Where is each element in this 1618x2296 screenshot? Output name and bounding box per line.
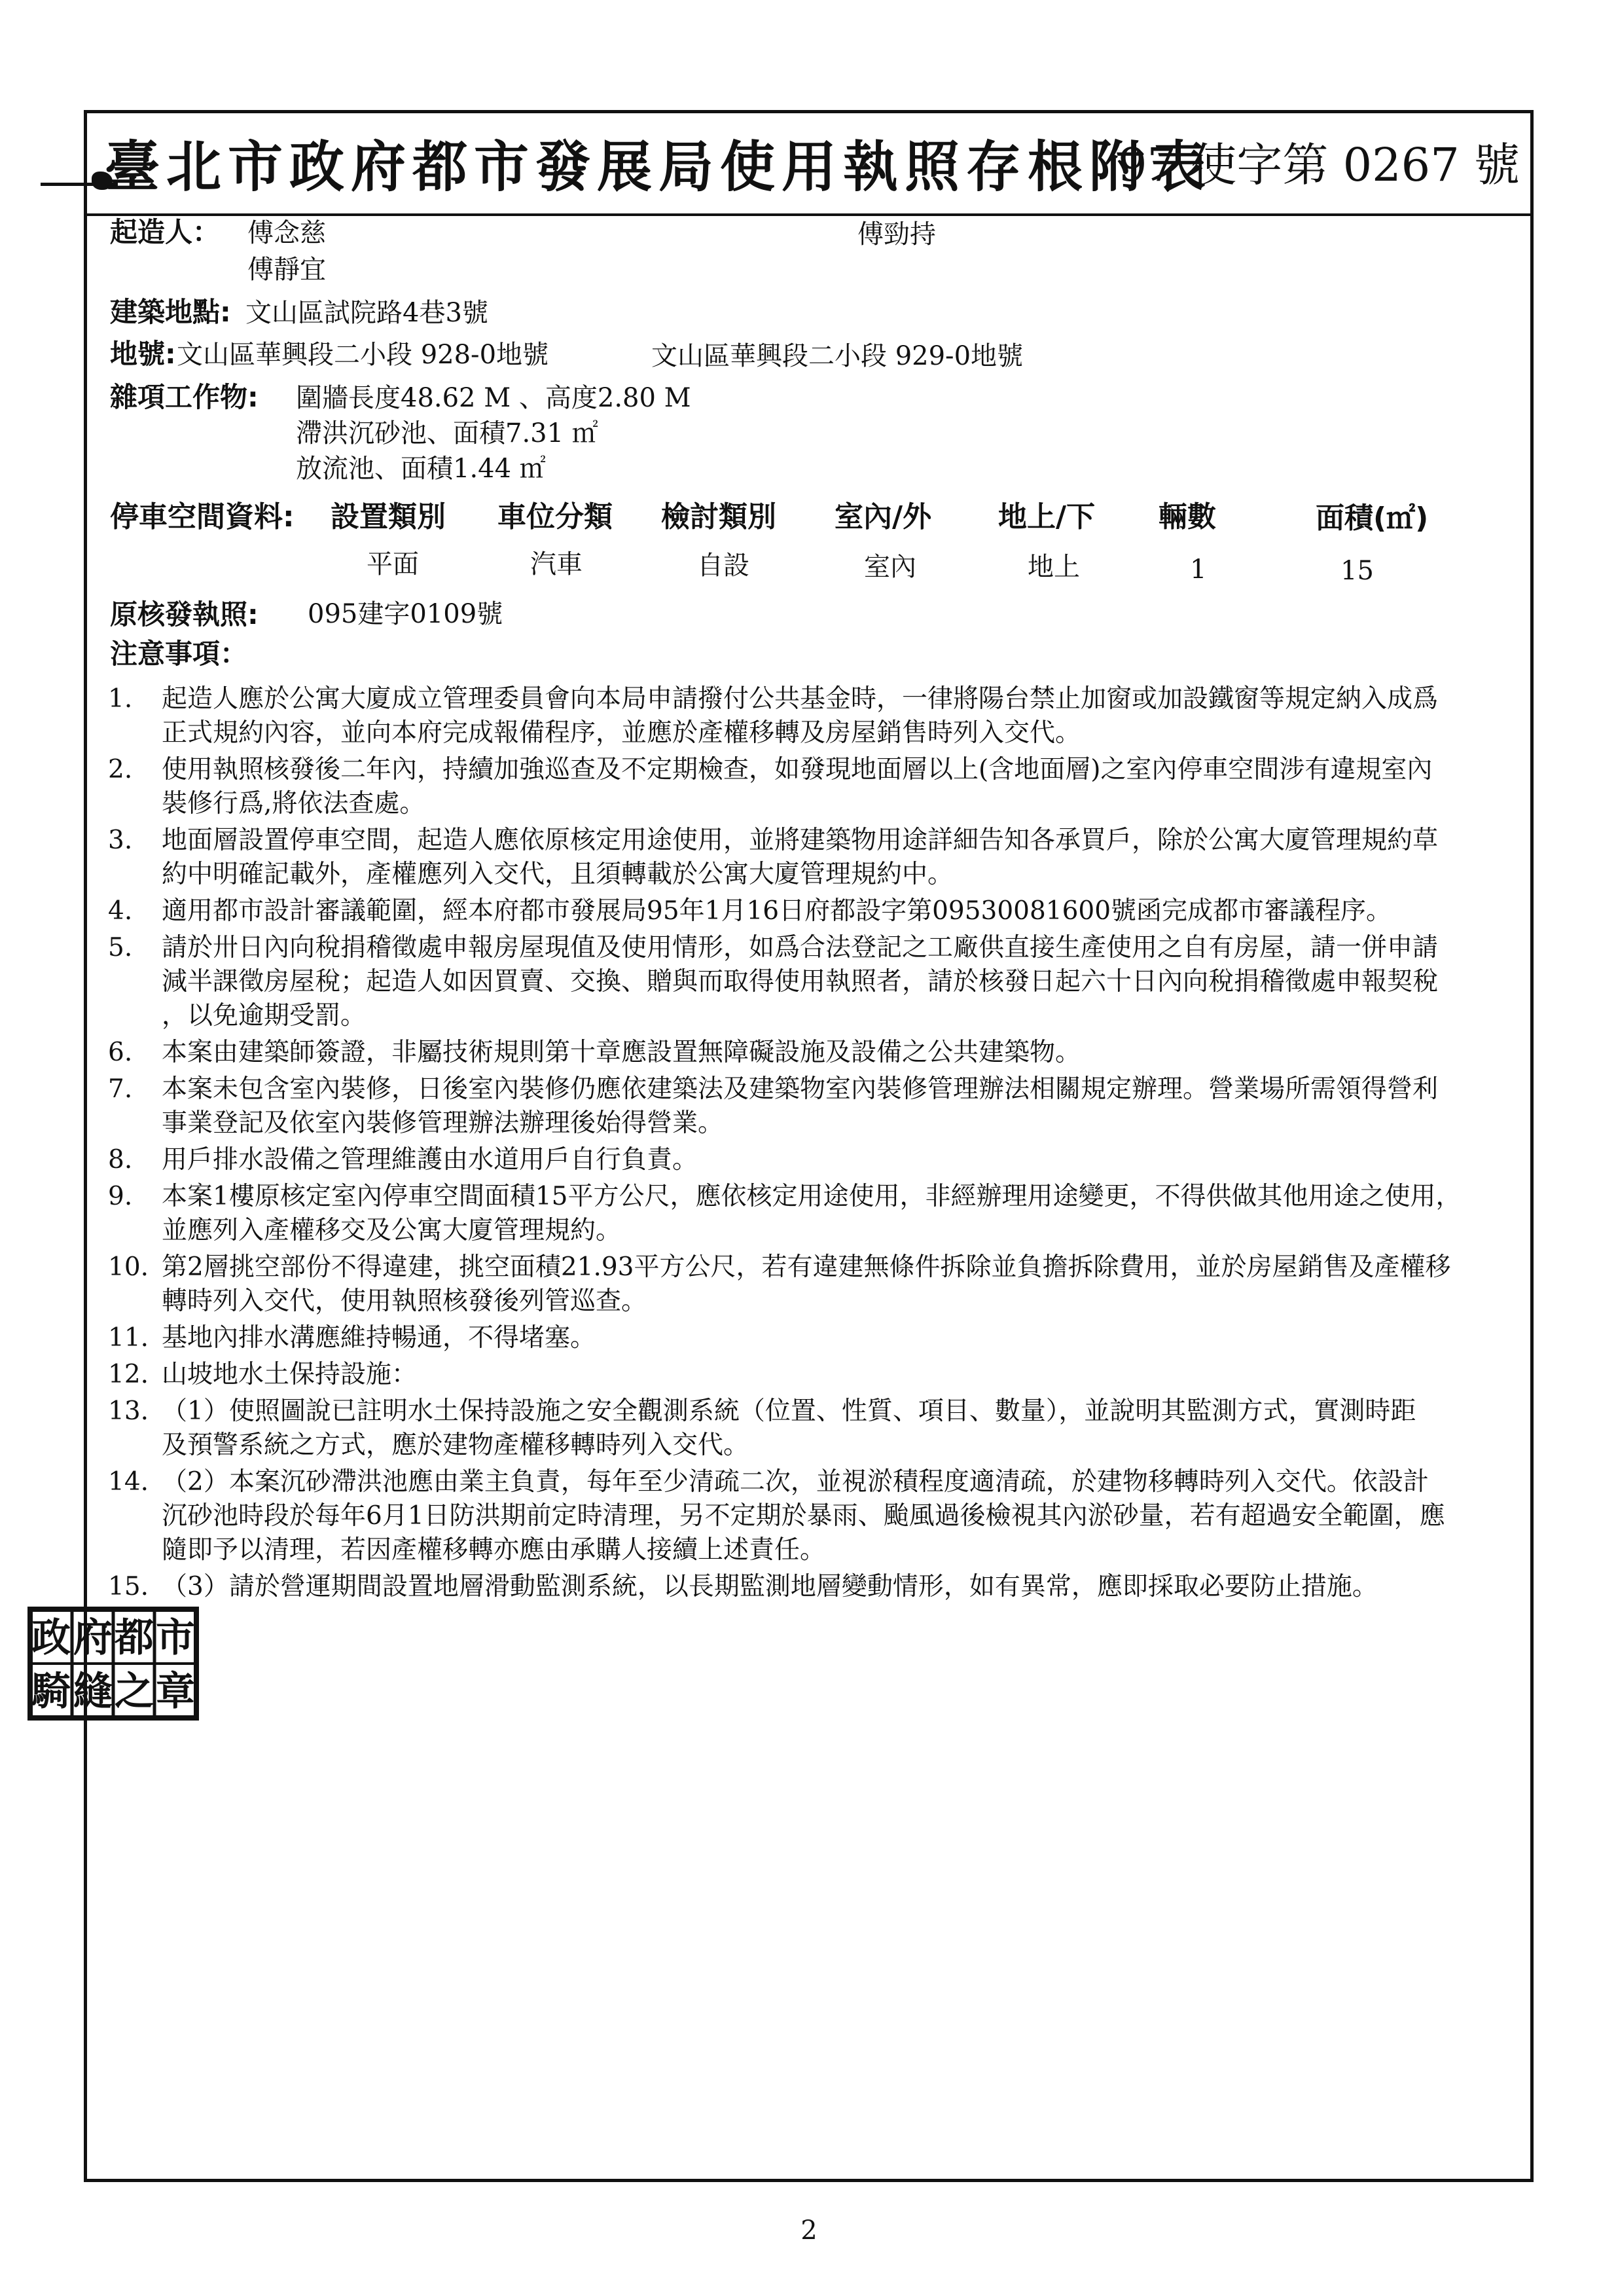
misc-works-label: 雜項工作物:: [110, 381, 259, 413]
parking-col-above-below: 地上/下: [998, 500, 1096, 534]
parking-cell-count: 1: [1190, 555, 1207, 585]
note-item: [108, 682, 1535, 750]
notes-label: 注意事項：: [110, 638, 248, 670]
parking-col-indoor-outdoor: 室內/外: [835, 500, 932, 534]
note-number: 13.: [108, 1396, 149, 1426]
note-text: 第2層挑空部份不得違建，挑空面積21.93平方公尺，若有違建無條件拆除並負擔拆除費用，並於房屋銷售及產權移 轉時列入交代，使用執照核發後列管巡查。: [162, 1252, 1451, 1316]
site-label: 建築地點:: [110, 296, 231, 328]
note-item: [108, 1036, 1535, 1070]
note-text: （3）請於營運期間設置地層滑動監測系統，以長期監測地層變動情形，如有異常，應即採取必要防止措施。: [162, 1572, 1378, 1601]
seam-seal-stamp: [27, 1605, 199, 1722]
note-item: [108, 1143, 1535, 1177]
parking-cell-setup-type: 平面: [367, 549, 419, 579]
parking-col-review-type: 檢討類別: [661, 500, 776, 534]
parking-cell-area: 15: [1340, 556, 1374, 586]
note-number: 9.: [108, 1182, 133, 1211]
note-text: 本案1樓原核定室內停車空間面積15平方公尺，應依核定用途使用，非經辦理用途變更，不得供做其他用途之使用， 並應列入產權移交及公寓大廈管理規約。: [162, 1182, 1462, 1245]
note-text: 地面層設置停車空間，起造人應依原核定用途使用，並將建築物用途詳細告知各承買戶，除於公寓大廈管理規約草 約中明確記載外，產權應列入交代，且須轉載於公寓大廈管理規約中。: [162, 826, 1439, 889]
note-item: [108, 1321, 1535, 1355]
parking-cell-review-type: 自設: [697, 551, 749, 581]
seal-char: 政: [31, 1615, 71, 1661]
note-item: [108, 1394, 1535, 1463]
note-item: [108, 1465, 1535, 1567]
note-number: 10.: [108, 1252, 149, 1282]
site-value: 文山區試院路4巷3號: [245, 298, 488, 328]
seal-char: 府: [73, 1615, 113, 1661]
note-text: 用戶排水設備之管理維護由水道用戶自行負責。: [162, 1145, 698, 1175]
parking-cell-above-below: 地上: [1028, 552, 1080, 582]
misc-works-line-3: 放流池、面積1.44 ㎡: [296, 454, 546, 484]
note-item: [108, 1250, 1535, 1319]
note-number: 15.: [108, 1572, 149, 1601]
note-item: [108, 1180, 1535, 1248]
note-text: 本案由建築師簽證，非屬技術規則第十章應設置無障礙設施及設備之公共建築物。: [162, 1038, 1081, 1067]
note-text: 起造人應於公寓大廈成立管理委員會向本局申請撥付公共基金時，一律將陽台禁止加窗或加設鐵窗等規定納入成爲 正式規約內容，並向本府完成報備程序，並應於產權移轉及房屋銷售時列入交代。: [162, 684, 1439, 748]
original-permit-value: 095建字0109號: [308, 599, 503, 629]
note-text: （1）使照圖說已註明水土保持設施之安全觀測系統（位置、性質、項目、數量），並說明其監測方式，實測時距 及預警系統之方式，應於建物產權移轉時列入交代。: [162, 1396, 1416, 1460]
note-text: 本案未包含室內裝修，日後室內裝修仍應依建築法及建築物室內裝修管理辦法相關規定辦理。營業場所需領得營利 事業登記及依室內裝修管理辦法辦理後始得營業。: [162, 1074, 1439, 1138]
note-text: 適用都市設計審議範圍，經本府都市發展局95年1月16日府都設字第09530081600號函完成都市審議程序。: [162, 896, 1392, 926]
note-number: 8.: [108, 1145, 133, 1175]
note-item: [108, 824, 1535, 892]
parking-col-area: 面積(㎡): [1316, 501, 1429, 535]
notes-list: [108, 682, 1535, 1607]
lot-label: 地號:: [110, 338, 176, 370]
applicant-name-2: 傅勁持: [857, 219, 936, 249]
page-number: 2: [800, 2215, 818, 2246]
note-number: 14.: [108, 1467, 149, 1497]
permit-number: 97 使字第 0267 號: [1118, 138, 1520, 192]
note-item: [108, 753, 1535, 821]
applicant-name-3: 傅靜宜: [247, 255, 326, 285]
note-text: 請於卅日內向稅捐稽徵處申報房屋現值及使用情形，如爲合法登記之工廠供直接生產使用之自有房屋，請一併申請 減半課徵房屋稅；起造人如因買賣、交換、贈與而取得使用執照者，請於核發日起六十日內向稅捐稽徵處申報契稅 ，以免逾期受罰。: [162, 933, 1439, 1030]
parking-col-space-class: 車位分類: [497, 500, 613, 534]
seal-char: 市: [156, 1615, 195, 1661]
note-number: 12.: [108, 1360, 149, 1389]
seal-char: 章: [156, 1669, 195, 1715]
misc-works-line-2: 滯洪沉砂池、面積7.31 ㎡: [296, 418, 598, 448]
parking-cell-indoor-outdoor: 室內: [864, 552, 916, 582]
note-number: 4.: [108, 896, 133, 926]
misc-works-line-1: 圍牆長度48.62 M 、高度2.80 M: [296, 383, 691, 413]
note-number: 2.: [108, 755, 133, 784]
note-item: [108, 1570, 1535, 1604]
seal-char: 縫: [73, 1669, 113, 1715]
parking-col-count: 輛數: [1159, 500, 1216, 534]
note-text: 山坡地水土保持設施：: [162, 1360, 418, 1389]
seal-char: 都: [115, 1615, 154, 1661]
parking-cell-space-class: 汽車: [530, 549, 583, 579]
note-item: [108, 1358, 1535, 1392]
note-item: [108, 1072, 1535, 1140]
note-item: [108, 894, 1535, 928]
note-item: [108, 931, 1535, 1033]
original-permit-label: 原核發執照:: [110, 598, 259, 630]
document-title: 臺北市政府都市發展局使用執照存根附表: [105, 134, 1213, 199]
note-number: 7.: [108, 1074, 133, 1104]
note-text: 基地內排水溝應維持暢通，不得堵塞。: [162, 1323, 596, 1353]
note-number: 5.: [108, 933, 133, 962]
note-number: 6.: [108, 1038, 133, 1067]
parking-col-setup-type: 設置類別: [331, 500, 446, 534]
seal-char: 騎: [31, 1669, 71, 1715]
lot-value-2: 文山區華興段二小段 929-0地號: [651, 341, 1024, 371]
note-number: 11.: [108, 1323, 149, 1353]
applicant-name-1: 傅念慈: [247, 218, 326, 248]
note-text: （2）本案沉砂滯洪池應由業主負責，每年至少清疏二次，並視淤積程度適清疏，於建物移轉時列入交代。依設計 沉砂池時段於每年6月1日防洪期前定時清理，另不定期於暴雨、颱風過後檢視其內淤砂量，若有超過安全範圍，應 隨即予以清理，若因產權移轉亦應由承購人接續上述責任。: [162, 1467, 1445, 1565]
applicant-label: 起造人：: [110, 216, 221, 248]
note-text: 使用執照核發後二年內，持續加強巡查及不定期檢查，如發現地面層以上(含地面層)之室內停車空間涉有違規室內 裝修行爲,將依法查處。: [162, 755, 1433, 818]
parking-label: 停車空間資料:: [110, 500, 295, 534]
seal-char: 之: [115, 1669, 154, 1715]
lot-value-1: 文山區華興段二小段 928-0地號: [177, 340, 549, 370]
title-divider: [84, 213, 1534, 216]
note-number: 1.: [108, 684, 133, 714]
note-number: 3.: [108, 826, 133, 855]
